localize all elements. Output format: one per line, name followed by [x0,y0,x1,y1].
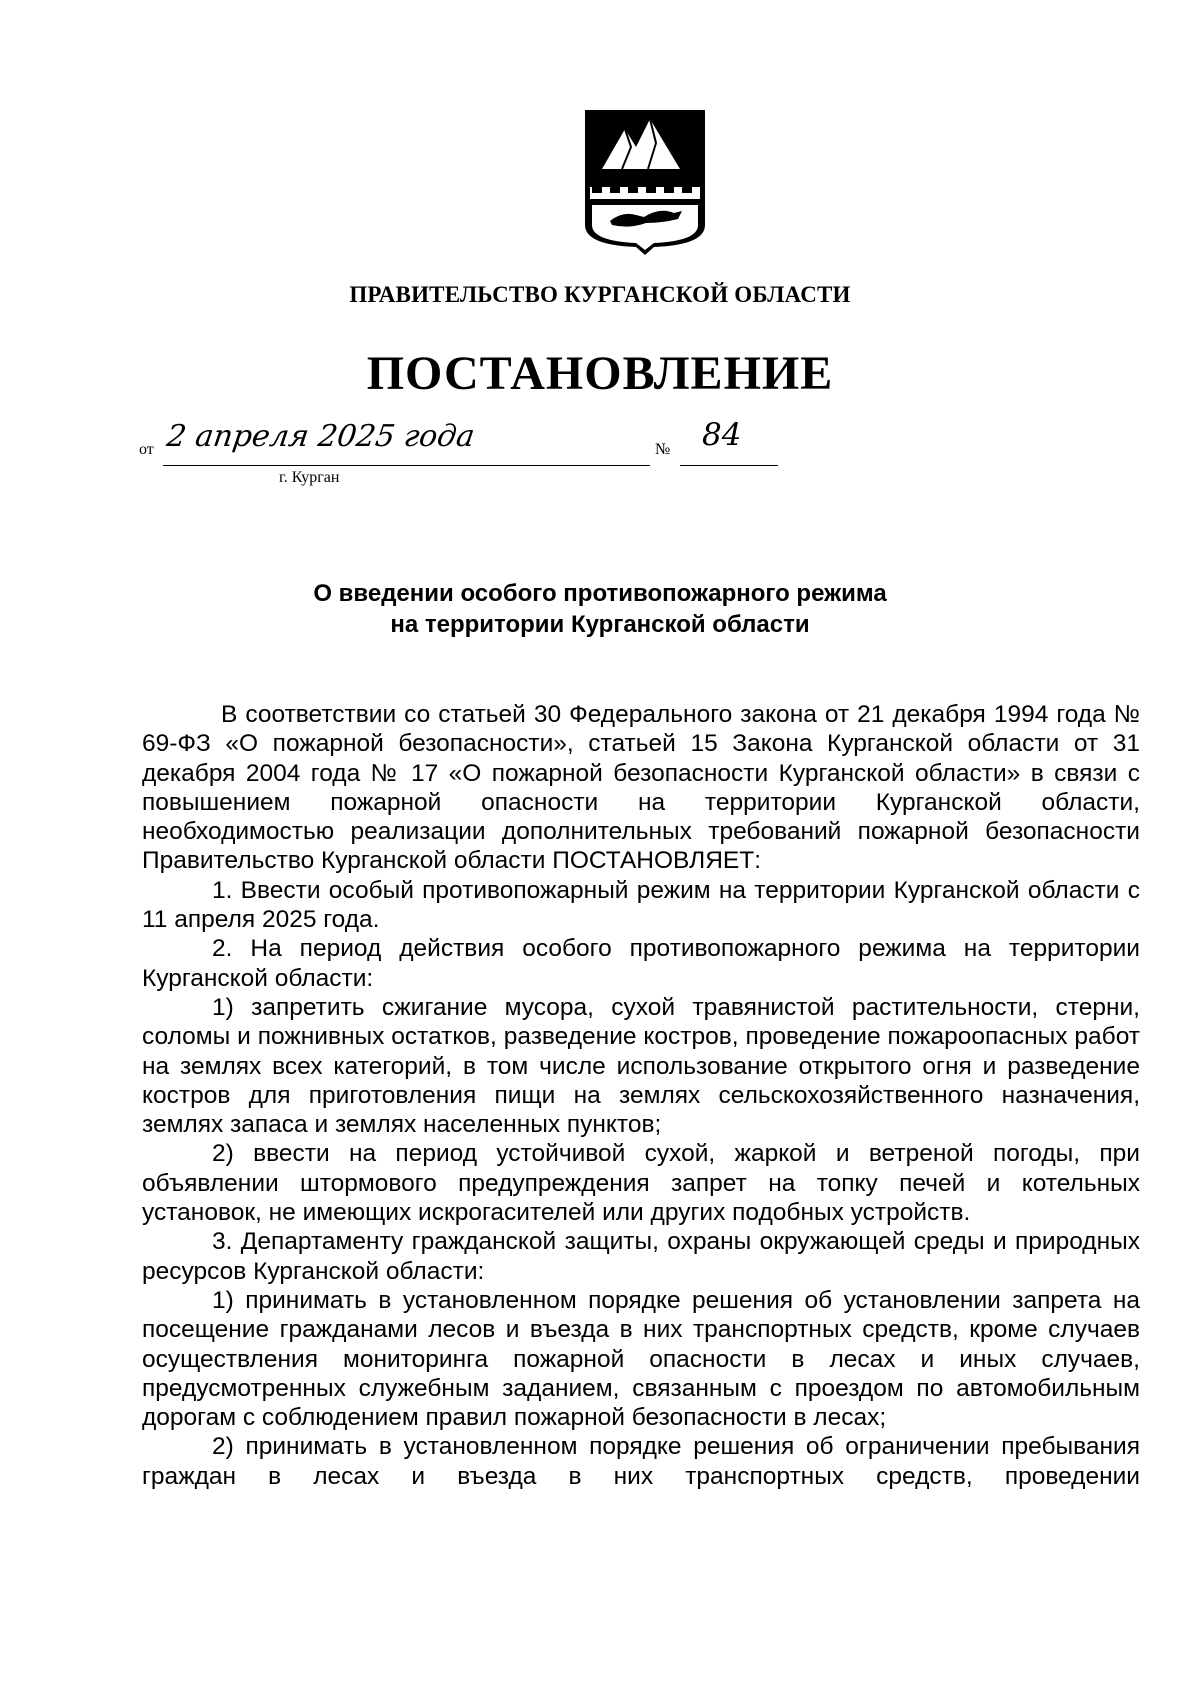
document-title [0,578,1200,640]
number-label: № [655,441,671,458]
item-1: 1. Ввести особый противопожарный режим на территории Курганской области с 11 апреля 2025 года. [142,876,1140,934]
coat-of-arms-emblem [582,107,708,257]
item-3-subitem-2: 2) принимать в установленном порядке решения об ограничении пребывания граждан в лесах и въезда в них транспортных средств, проведении [142,1433,1140,1490]
date-prefix: от [139,441,154,458]
date-field [163,419,650,466]
handwritten-date: 2 апреля 2025 года [164,419,477,454]
item-2-subitem-1: 1) запретить сжигание мусора, сухой травянистой растительности, стерни, соломы и пожнивных остатков, разведение костров, проведение пожароопасных работ на землях всех категорий, в том числе использование открытого огня и разведение костров для приготовления пищи на землях сельскохозяйственного назначения, землях запаса и землях населенных пунктов; [142,993,1140,1139]
city-label: г. Курган [279,469,340,486]
document-type: ПОСТАНОВЛЕНИЕ [366,347,834,400]
number-field [680,417,778,466]
item-2: 2. На период действия особого противопожарного режима на территории Курганской области: [142,935,1140,992]
item-3-subitem-1: 1) принимать в установленном порядке решения об установлении запрета на посещение гражданами лесов и въезда в них транспортных средств, кроме случаев осуществления мониторинга пожарной опасности в лесах и иных случаев, предусмотренных служебным заданием, связанным с проездом по автомобильным дорогам с соблюдением правил пожарной безопасности в лесах; [142,1286,1140,1432]
item-2-subitem-2: 2) ввести на период устойчивой сухой, жаркой и ветреной погоды, при объявлении штормового предупреждения запрет на топку печей и котельных установок, не имеющих искрогасителей или других подобных устройств. [142,1140,1140,1227]
document-body [142,700,1140,1491]
preamble-paragraph: В соответствии со статьей 30 Федерального закона от 21 декабря 1994 года № 69-ФЗ «О пожарной безопасности», статьей 15 Закона Курганской области от 31 декабря 2004 года № 17 «О пожарной безопасности Курганской области» в связи с повышением пожарной опасности на территории Курганской области, необходимостью реализации дополнительных требований пожарной безопасности Правительство Курганской области ПОСТАНОВЛЯЕТ: [142,701,1140,875]
handwritten-number: 84 [702,417,742,453]
date-number-line [139,417,742,495]
organization-name: ПРАВИТЕЛЬСТВО КУРГАНСКОЙ ОБЛАСТИ [349,282,851,307]
title-line-1: О введении особого противопожарного режима [313,580,887,607]
title-line-2: на территории Курганской области [390,611,810,638]
item-3: 3. Департаменту гражданской защиты, охраны окружающей среды и природных ресурсов Курганской области: [142,1228,1140,1285]
